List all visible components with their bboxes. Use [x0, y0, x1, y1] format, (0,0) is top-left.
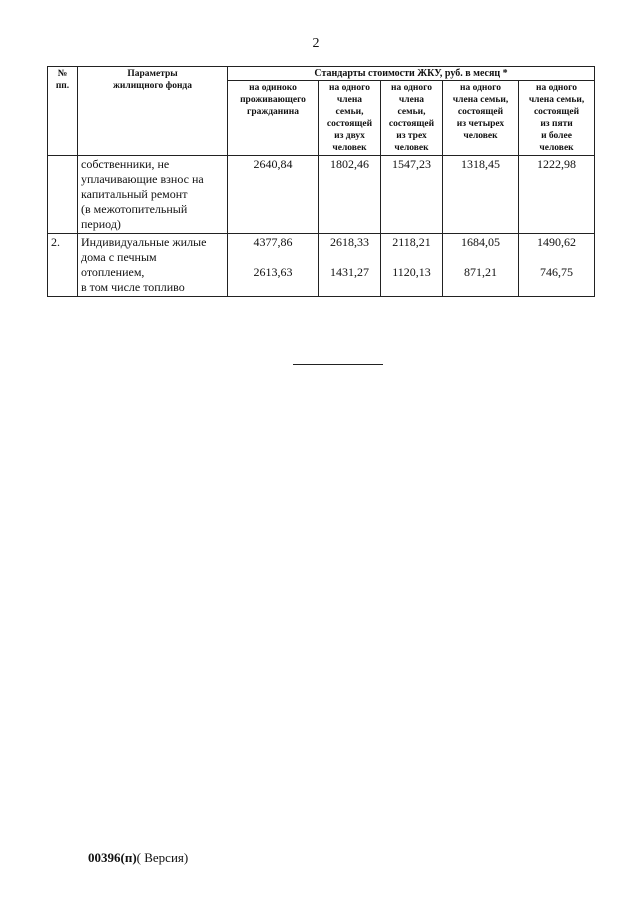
row-param: собственники, не уплачивающие взнос на капитальный ремонт (в межотопительный период) — [78, 156, 228, 234]
value-cell — [228, 234, 319, 297]
value-cell — [381, 234, 443, 297]
footer-code: 00396(п) — [88, 850, 137, 865]
value-single-fuel: 2613,63 — [253, 265, 293, 279]
value-three-fuel: 1120,13 — [392, 265, 431, 279]
value-five-plus-fuel: 746,75 — [540, 265, 574, 279]
value-cell — [443, 234, 519, 297]
header-row-group — [48, 67, 595, 81]
value-three: 1547,23 — [381, 156, 443, 234]
value-four-fuel: 871,21 — [464, 265, 497, 279]
row-number — [48, 156, 78, 234]
header-group-standards: Стандарты стоимости ЖКУ, руб. в месяц * — [228, 67, 595, 81]
footer-version: ( Версия) — [136, 850, 189, 865]
footer-document-code — [88, 850, 188, 866]
table-row — [48, 156, 595, 234]
separator-line — [293, 364, 383, 365]
value-two: 1802,46 — [319, 156, 381, 234]
table-row — [48, 234, 595, 297]
subheader-single: на одиноко проживающего гражданина — [228, 81, 319, 156]
row-param-sub: в том числе топливо — [81, 280, 185, 294]
value-two-fuel: 1431,27 — [330, 265, 369, 279]
row-param-main: Индивидуальные жилые дома с печным отоплением, — [81, 235, 207, 279]
value-five-plus: 1490,62 — [537, 235, 577, 249]
subheader-two: на одного члена семьи, состоящей из двух человек — [319, 81, 381, 156]
row-number: 2. — [48, 234, 78, 297]
value-two: 2618,33 — [330, 235, 369, 249]
value-single: 2640,84 — [228, 156, 319, 234]
header-col-params: Параметры жилищного фонда — [78, 67, 228, 156]
value-cell — [519, 234, 595, 297]
value-four: 1318,45 — [443, 156, 519, 234]
value-three: 2118,21 — [392, 235, 431, 249]
value-single: 4377,86 — [253, 235, 293, 249]
subheader-five-plus: на одного члена семьи, состоящей из пяти и более человек — [519, 81, 595, 156]
page-number: 2 — [312, 36, 320, 51]
value-cell — [319, 234, 381, 297]
housing-cost-standards-table — [47, 66, 595, 297]
subheader-three: на одного члена семьи, состоящей из трех человек — [381, 81, 443, 156]
subheader-four: на одного члена семьи, состоящей из четырех человек — [443, 81, 519, 156]
value-five-plus: 1222,98 — [519, 156, 595, 234]
header-col-number: № пп. — [48, 67, 78, 156]
row-param — [78, 234, 228, 297]
value-four: 1684,05 — [461, 235, 500, 249]
